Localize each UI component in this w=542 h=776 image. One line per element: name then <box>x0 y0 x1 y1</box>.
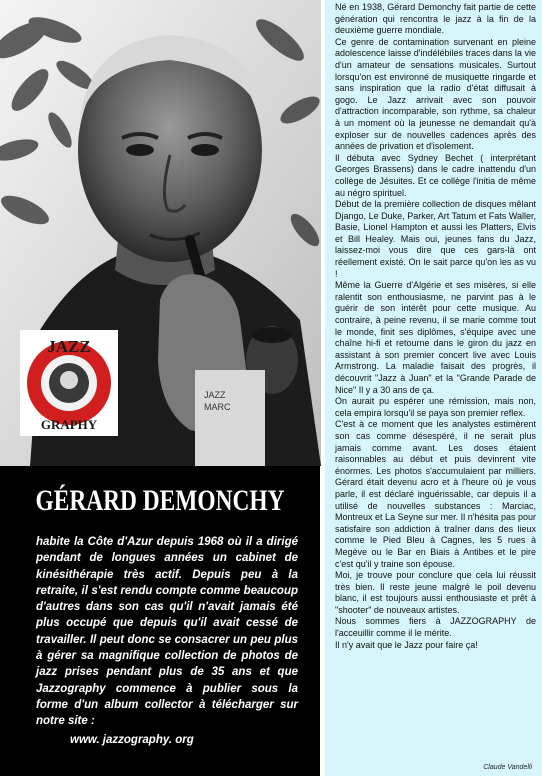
bio-panel <box>0 466 320 776</box>
article-paragraph: Ce genre de contamination survenant en pleine adolescence laisse d'indélébiles traces dans la vie d'un amateur de sensations musicales. Surtout lorsqu'on est environné de musiquette ringarde et sans inspiration que la radio d'état diffusait à gogo. Le Jazz arrivait avec son pouvoir d'attraction incomparable, son rythme, sa chaleur à un moment où la jeunesse ne demandait qu'à exploser sur de nouvelles cadences après des années de privation et d'isolement. <box>335 36 536 152</box>
article-column <box>325 0 542 776</box>
article-paragraph: C'est à ce moment que les analystes estimèrent son cas comme désespéré, il ne serait plus jamais comme avant. Les doses étaient raisonnables au début et puis devinrent vite énormes. Les photos s'accumulaient par milliers. Gérard était devenu acro et à l'heure où je vous parle, il est déclaré inguérissable, car depuis il a utilisé de nouvelles substances : Marciac, Montreux et La Seyne sur mer. Il n'hésita pas pour satisfaire son addiction à traîner dans des lieux comme le Pied Bleu à Cagnes, les 5 rues à Megève ou le Bar en Biais à Antibes et le pire c'est qu'il y traine son épouse. <box>335 419 536 569</box>
author-signature: Claude Vandelli <box>483 764 532 771</box>
bio-name: GÉRARD DEMONCHY <box>35 484 285 517</box>
bio-text: habite la Côte d'Azur depuis 1968 où il a dirigé pendant de longues années un cabinet de kinésithérapie très actif. Depuis peu à la retraite, il s'est rendu compte comme beaucoup d'autres dans son cas qu'il n'avait jamais été plus occupé que depuis qu'il avait cessé de travailler. Il peut donc se consacrer un peu plus à gérer sa magnifique collection de photos de jazz prises pendant plus de 35 ans et que Jazzography commence à publier sous la forme d'un album collector à télécharger sur notre site : <box>36 536 298 728</box>
article-paragraph: Nous sommes fiers à JAZZOGRAPHY de l'acceuillir comme il le mérite. <box>335 616 536 639</box>
portrait-photo <box>0 0 321 466</box>
jazzography-logo <box>20 330 118 436</box>
logo-graphy-text: GRAPHY <box>40 417 98 432</box>
article-paragraph: Même la Guerre d'Algérie et ses misères, si elle ralentit son enthousiasme, ne parvint pas à le guérir de son intérêt pour cette musique. Au contraire, à peine revenu, il se marie comme tout le monde, finit ses diplômes, s'équipe avec une chaîne hi-fi et retourne dans le giron du jazz en assistant à son premier concert live avec Louis Armstrong. La maladie faisait des progrès, il découvrit "Jazz à Juan" et la "Grande Parade de Nice" Il y a 30 ans de ça. <box>335 280 536 395</box>
article-paragraph: Début de la première collection de disques mêlant Django, Le Duke, Parker, Art Tatum et Fats Waller, Basie, Lionel Hampton et aussi les Platters, Elvis et Bill Healey. Mais oui, jeunes fans du Jazz, laissez-moi vous dire que ces gars-là ont réellement existé. On le sait parce qu'on les as vu ! <box>335 199 536 279</box>
article-paragraph: Né en 1938, Gérard Demonchy fait partie de cette génération qui rencontra le jazz à la fin de la deuxième guerre mondiale. <box>335 2 536 36</box>
website-link[interactable]: www. jazzography. org <box>70 734 194 746</box>
article-paragraph: Il débuta avec Sydney Bechet ( interprétant Georges Brassens) dans le cadre inattendu d'un collège de Jésuites. Et ce collège l'initia de même au négro spirituel. <box>335 152 536 198</box>
mug-text-marc: MARC <box>204 402 231 412</box>
logo-jazz-text: JAZZ <box>47 337 91 356</box>
article-paragraph: Moi, je trouve pour conclure que cela lui réussit très bien. Il reste jeune malgré le poil devenu blanc, il est toujours aussi enthousiaste et prêt à "shooter" de nouveaux artistes. <box>335 570 536 615</box>
mug-text-jazz: JAZZ <box>204 390 226 400</box>
article-paragraph: Il n'y avait que le Jazz pour faire ça! <box>335 639 478 650</box>
article-text <box>335 2 536 651</box>
article-paragraph: On aurait pu espérer une rémission, mais non, cela empira lorsqu'il se paya son premier reflex. <box>335 396 536 418</box>
